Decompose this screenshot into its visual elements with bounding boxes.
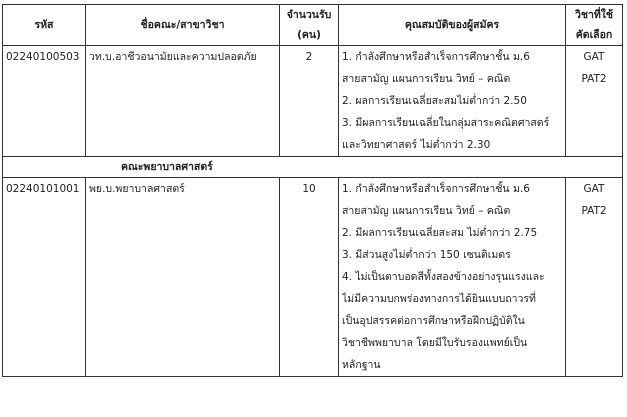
- cell-code: 02240100503: [3, 46, 86, 157]
- cell-faculty: วท.บ.อาชีวอนามัยและความปลอดภัย: [86, 46, 280, 157]
- header-quota-line1: จำนวนรับ: [286, 9, 332, 21]
- header-subjects: [566, 5, 623, 46]
- qualification-line: วิชาชีพพยาบาล โดยมีใบรับรองแพทย์เป็น: [342, 337, 528, 349]
- header-qualification: คุณสมบัติของผู้สมัคร: [339, 5, 566, 46]
- section-row: [3, 157, 623, 178]
- qualification-line: 3. มีส่วนสูงไม่ต่ำกว่า 150 เซนติเมตร: [342, 249, 511, 261]
- header-subjects-line1: วิชาที่ใช้: [574, 9, 614, 21]
- qualification-line: 1. กำลังศึกษาหรือสำเร็จการศึกษาชั้น ม.6: [342, 51, 530, 63]
- cell-subjects: [566, 46, 623, 157]
- header-subjects-line2: คัดเลือก: [575, 29, 613, 41]
- cell-code: 02240101001: [3, 178, 86, 377]
- cell-qualification: [339, 46, 566, 157]
- qualification-line: หลักฐาน: [342, 359, 381, 371]
- qualification-line: สายสามัญ แผนการเรียน วิทย์ – คณิต: [342, 73, 511, 85]
- table-row: [3, 46, 623, 157]
- qualification-line: 2. ผลการเรียนเฉลี่ยสะสมไม่ต่ำกว่า 2.50: [342, 95, 527, 107]
- header-quota: [280, 5, 339, 46]
- cell-quota: 2: [280, 46, 339, 157]
- admission-table: [2, 4, 623, 377]
- subject-item: PAT2: [581, 73, 607, 85]
- subject-item: GAT: [583, 51, 605, 63]
- cell-quota: 10: [280, 178, 339, 377]
- subject-item: GAT: [583, 183, 605, 195]
- qualification-line: 4. ไม่เป็นตาบอดสีทั้งสองข้างอย่างรุนแรงและ: [342, 271, 545, 283]
- qualification-line: และวิทยาศาสตร์ ไม่ต่ำกว่า 2.30: [342, 139, 491, 151]
- cell-qualification: [339, 178, 566, 377]
- subject-item: PAT2: [581, 205, 607, 217]
- qualification-line: 3. มีผลการเรียนเฉลี่ยในกลุ่มสาระคณิตศาสตร์: [342, 117, 550, 129]
- qualification-line: ไม่มีความบกพร่องทางการได้ยินแบบถาวรที่: [342, 293, 536, 305]
- header-code: รหัส: [3, 5, 86, 46]
- qualification-line: สายสามัญ แผนการเรียน วิทย์ – คณิต: [342, 205, 511, 217]
- header-row: [3, 5, 623, 46]
- header-quota-line2: (คน): [297, 29, 321, 41]
- qualification-line: เป็นอุปสรรคต่อการศึกษาหรือฝึกปฏิบัติใน: [342, 315, 525, 327]
- section-label: คณะพยาบาลศาสตร์: [3, 157, 623, 178]
- cell-faculty: พย.บ.พยาบาลศาสตร์: [86, 178, 280, 377]
- header-faculty: ชื่อคณะ/สาขาวิชา: [86, 5, 280, 46]
- table-row: [3, 178, 623, 377]
- qualification-line: 2. มีผลการเรียนเฉลี่ยสะสม ไม่ต่ำกว่า 2.75: [342, 227, 538, 239]
- cell-subjects: [566, 178, 623, 377]
- qualification-line: 1. กำลังศึกษาหรือสำเร็จการศึกษาชั้น ม.6: [342, 183, 530, 195]
